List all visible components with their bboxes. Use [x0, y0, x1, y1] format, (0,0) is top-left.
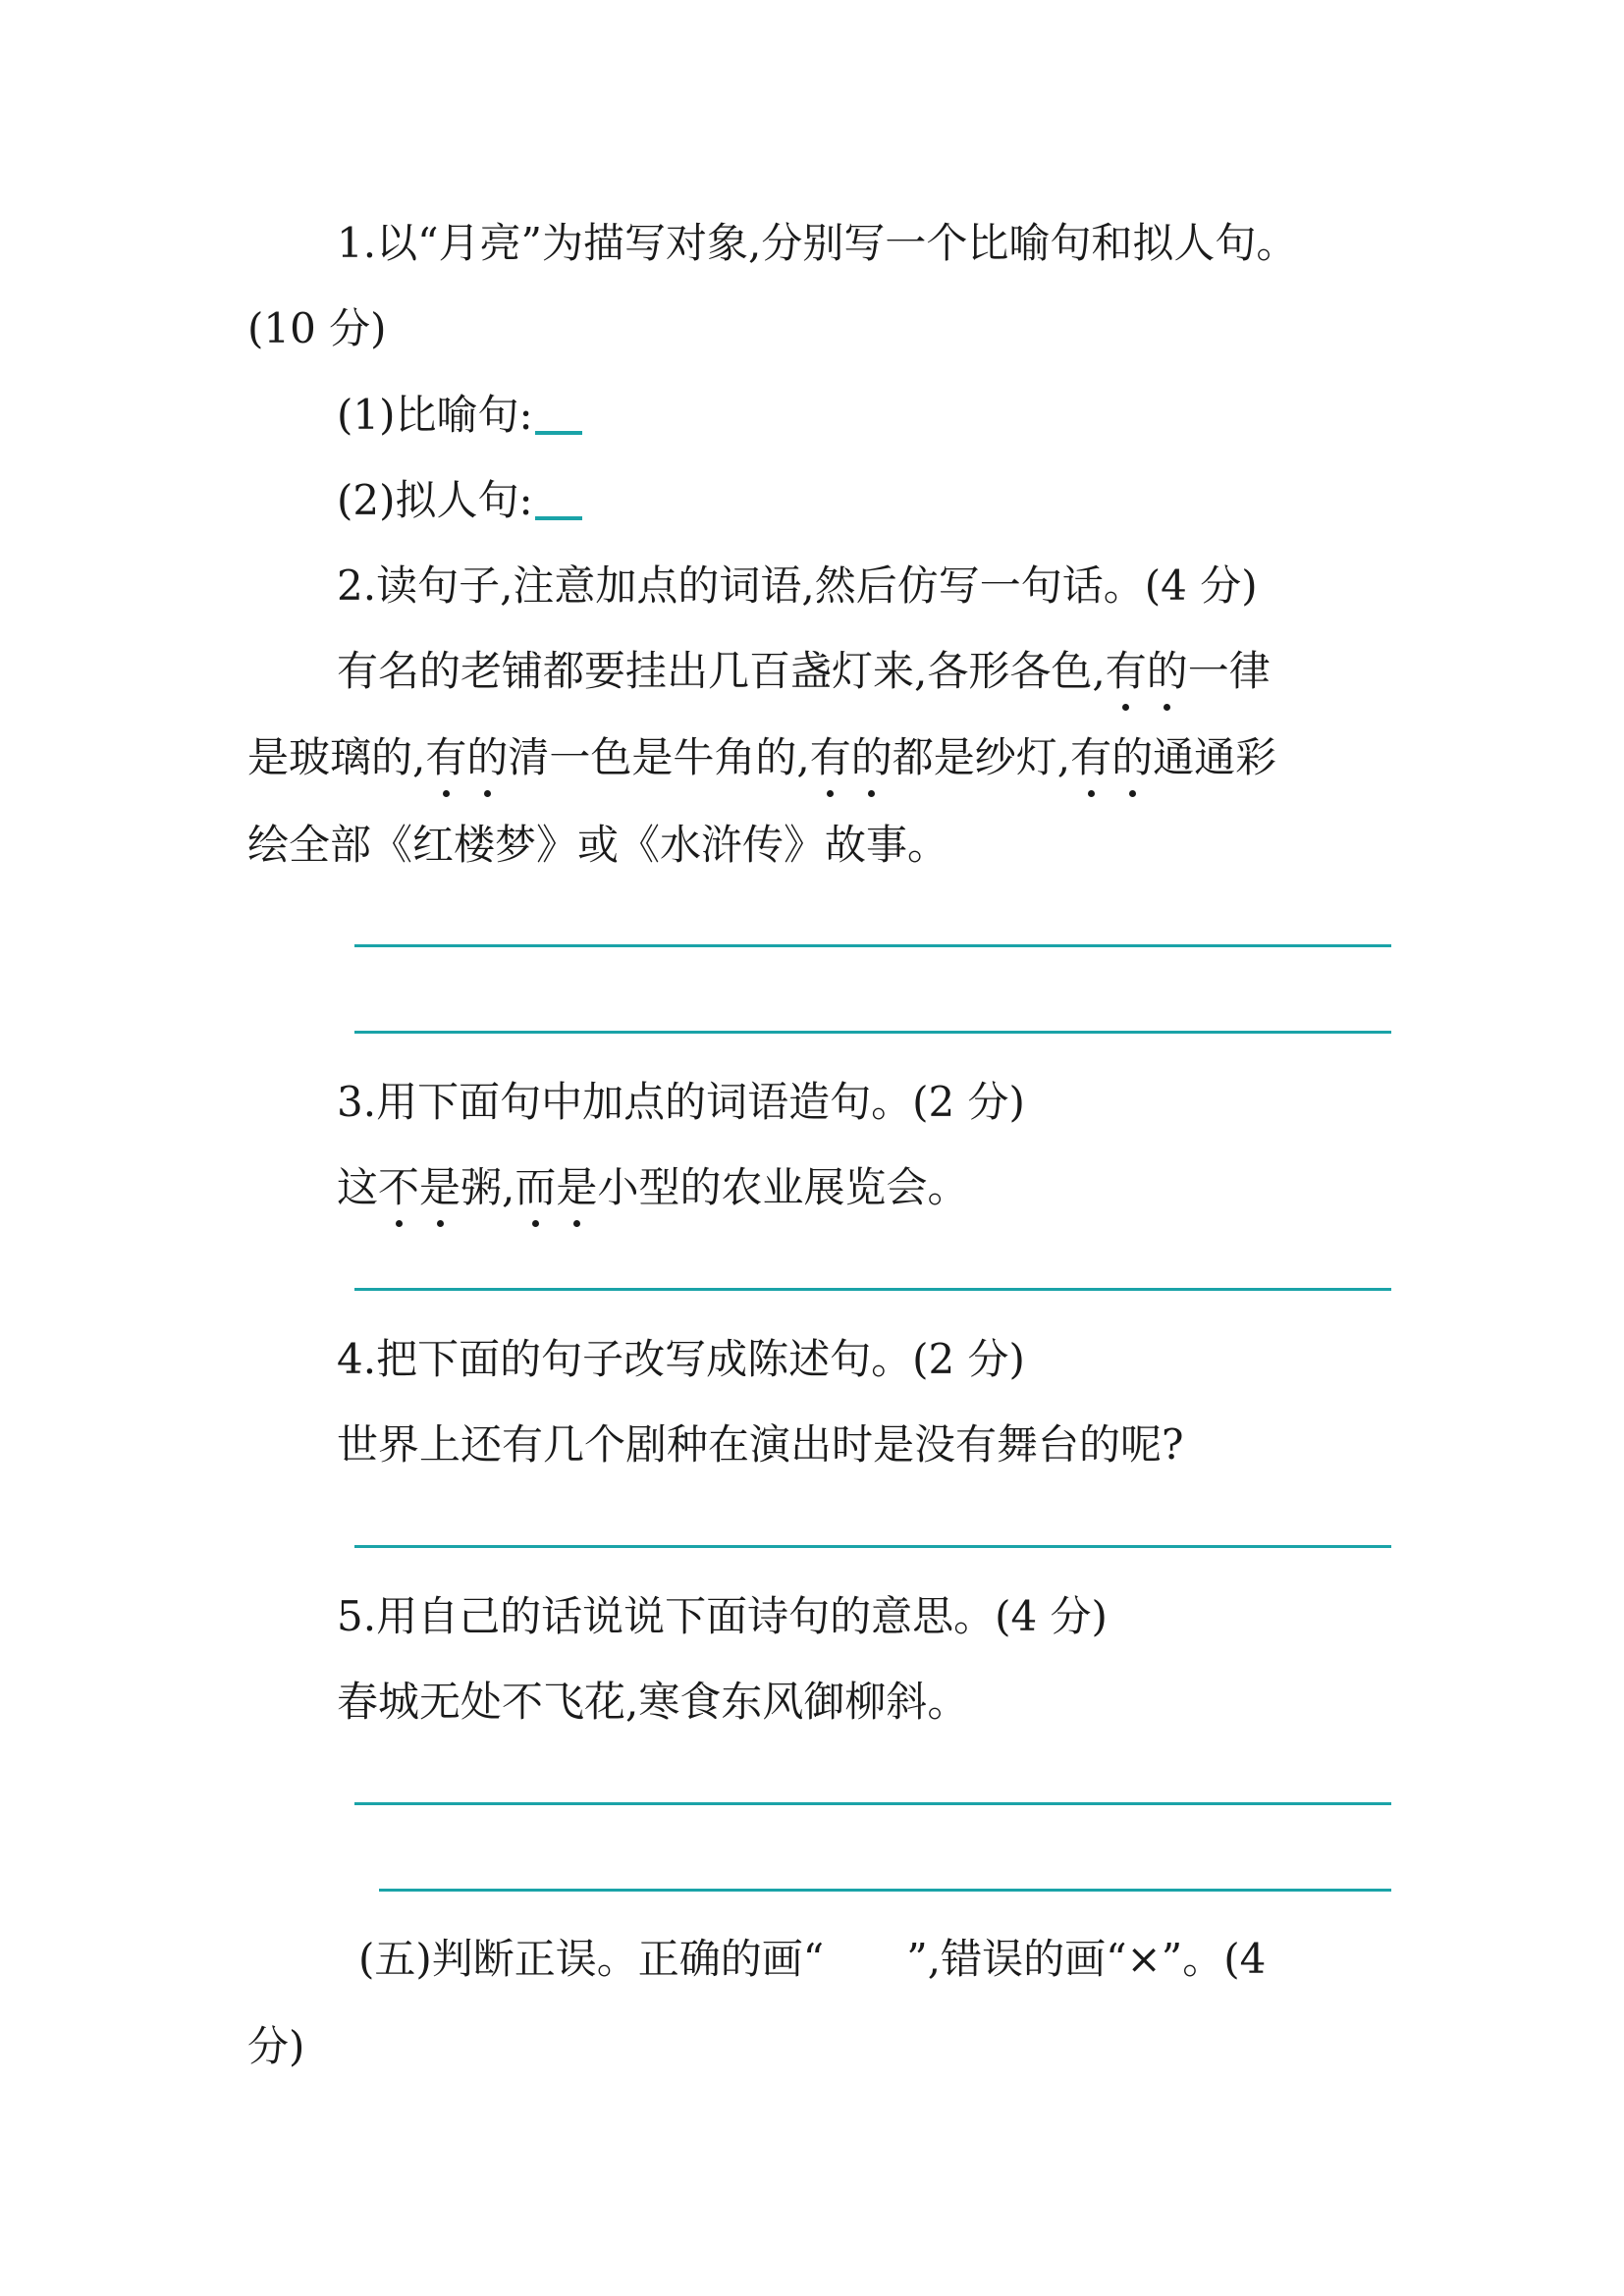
answer-line-3[interactable]	[354, 1288, 1391, 1291]
answer-line-2b[interactable]	[354, 1031, 1391, 1034]
section-5-heading-cont: 分)	[247, 2022, 305, 2070]
passage-text: 通通彩	[1153, 733, 1277, 781]
dotted-word: 有的	[425, 733, 508, 781]
question-1-score: (10 分)	[247, 304, 387, 352]
passage-text: 清一色是牛角的,	[508, 733, 810, 781]
sentence-text: 小型的农业展览会。	[597, 1163, 969, 1211]
question-1-sub-2	[337, 471, 582, 530]
dotted-word: 而是	[514, 1163, 597, 1211]
answer-line-5b[interactable]	[379, 1889, 1391, 1892]
dotted-word: 有的	[1070, 733, 1153, 781]
answer-blank-2[interactable]	[535, 516, 582, 520]
passage-text: 有名的老铺都要挂出几百盏灯来,各形各色,	[337, 647, 1106, 695]
passage-text: 一律	[1187, 647, 1271, 695]
dotted-word: 不是	[378, 1163, 460, 1211]
answer-line-2a[interactable]	[354, 944, 1391, 947]
sub-1-label: (1)比喻句:	[337, 391, 533, 439]
dotted-word: 有的	[810, 733, 893, 781]
question-5-text: 5.用自己的话说说下面诗句的意思。(4 分)	[337, 1592, 1108, 1640]
question-2-passage-line-1	[337, 642, 1271, 701]
answer-blank-1[interactable]	[535, 431, 582, 435]
question-4-text: 4.把下面的句子改写成陈述句。(2 分)	[337, 1335, 1025, 1383]
question-1-sub-1	[337, 386, 582, 445]
passage-text: 是玻璃的,	[247, 733, 426, 781]
sentence-text: 这	[337, 1163, 379, 1211]
question-2-text: 2.读句子,注意加点的词语,然后仿写一句话。(4 分)	[337, 561, 1258, 610]
section-5-heading: (五)判断正误。正确的画“ ”,错误的画“×”。(4	[358, 1935, 1267, 1983]
question-3-sentence	[337, 1158, 968, 1217]
dotted-word: 有的	[1106, 647, 1188, 695]
question-2-passage-line-3: 绘全部《红楼梦》或《水浒传》故事。	[247, 821, 949, 869]
question-2-passage-line-2	[247, 728, 1276, 787]
sub-2-label: (2)拟人句:	[337, 476, 533, 524]
question-4-sentence: 世界上还有几个剧种在演出时是没有舞台的呢?	[337, 1420, 1184, 1468]
question-5-sentence: 春城无处不飞花,寒食东风御柳斜。	[337, 1678, 969, 1726]
sentence-text: 粥,	[460, 1163, 515, 1211]
question-1-text: 1.以“月亮”为描写对象,分别写一个比喻句和拟人句。	[337, 219, 1298, 267]
passage-text: 都是纱灯,	[892, 733, 1071, 781]
answer-line-4[interactable]	[354, 1545, 1391, 1548]
question-3-text: 3.用下面句中加点的词语造句。(2 分)	[337, 1078, 1025, 1126]
answer-line-5a[interactable]	[354, 1802, 1391, 1805]
